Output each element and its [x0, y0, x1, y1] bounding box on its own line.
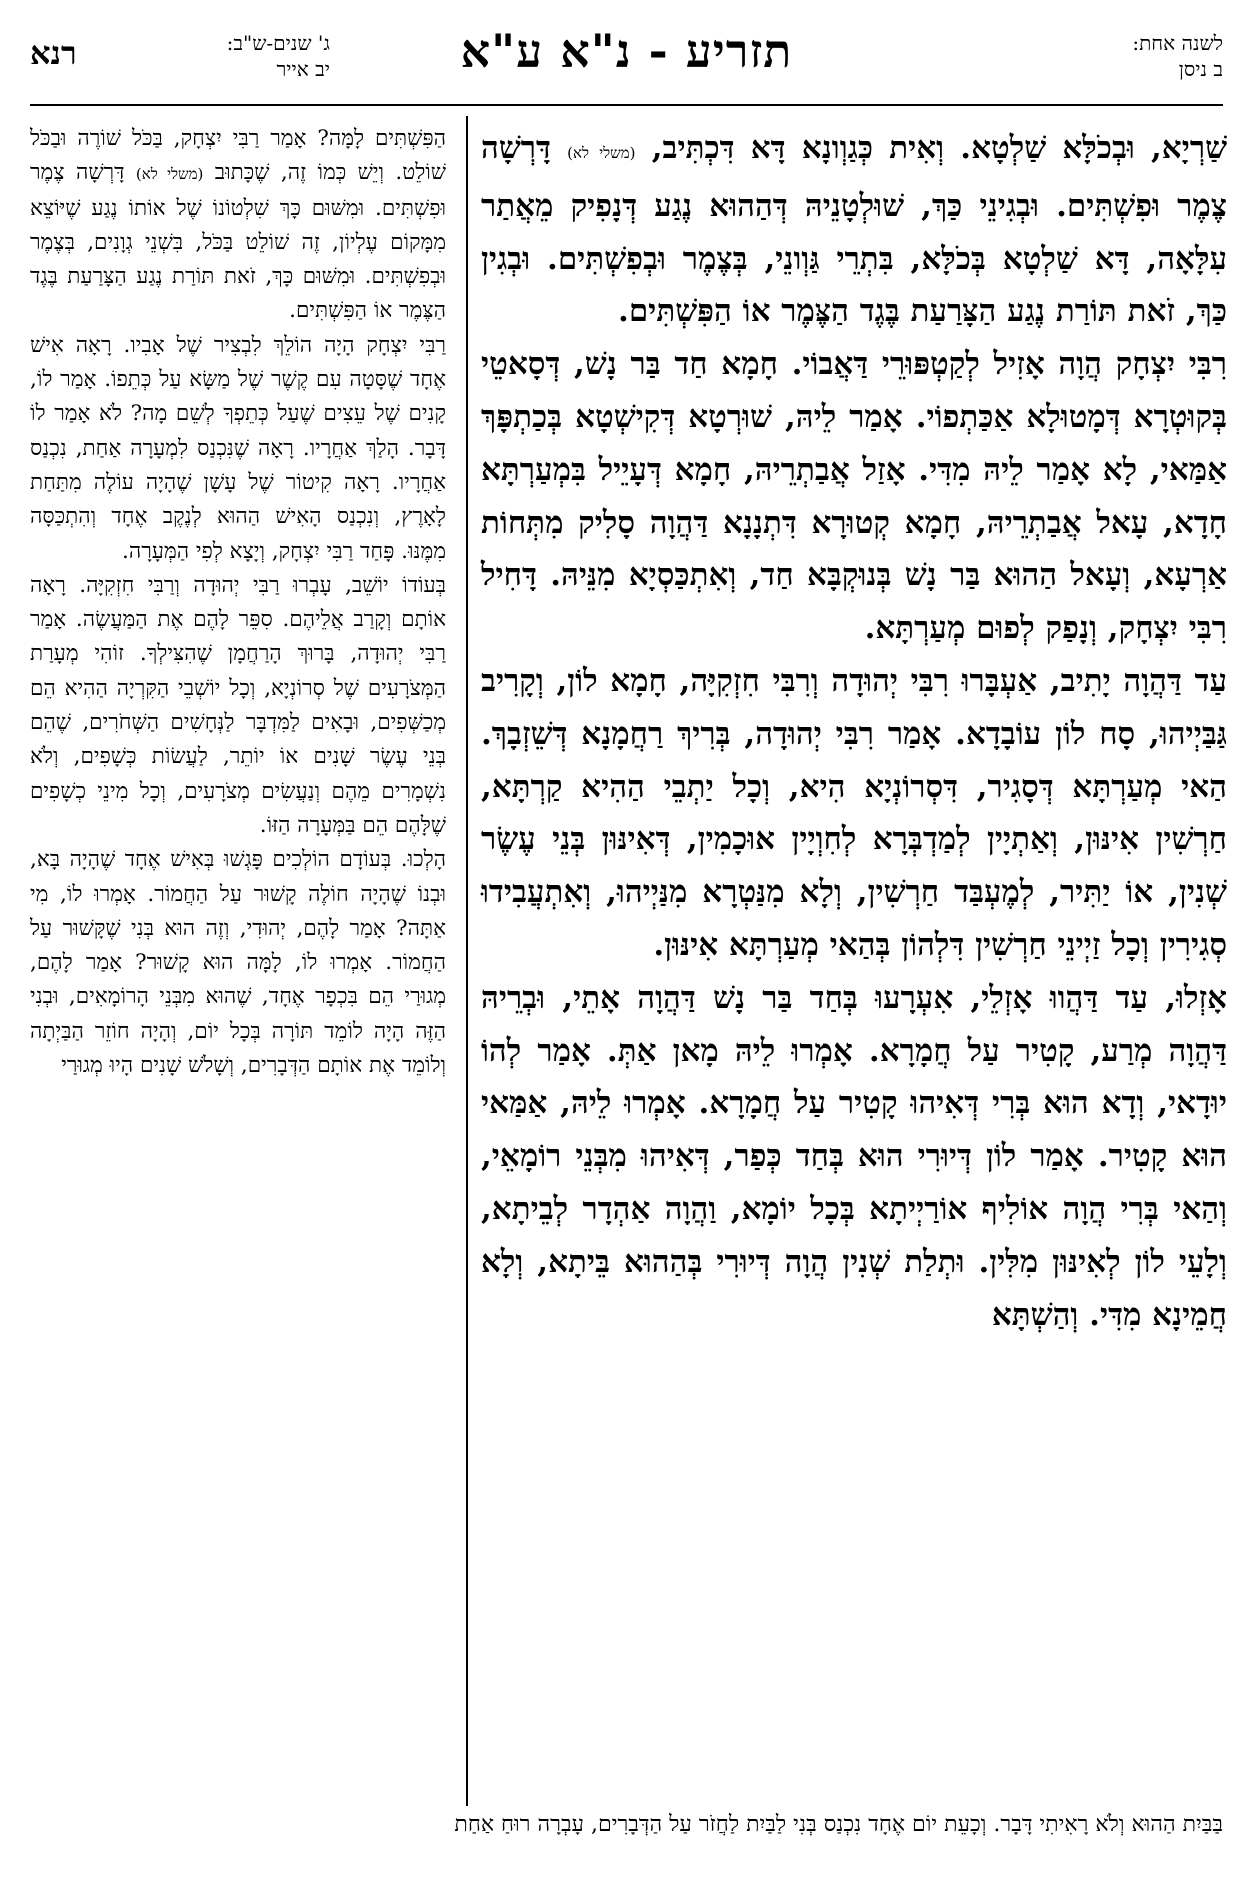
source-reference: (משלי לא)	[567, 144, 636, 162]
side-text: הַפִּשְׁתִּים לָמָּה? אָמַר רַבִּי יִצְחָק, בַּכֹּל שׁוֹרֶה וּבַכֹּל שׁוֹלֵט. וְיֵשׁ כְּמוֹ זֶה, שֶׁכָּתוּב	[30, 126, 446, 186]
main-paragraph: עַד דַּהֲוָה יָתִיב, אַעְבָּרוּ רִבִּי יְהוּדָה וְרִבִּי חִזְקִיָּה, חָמָא לוֹן, וְקָרִיב גַּבַּיְיהוּ, סָח לוֹן עוֹבָדָא. אָמַר רִבִּי יְהוּדָה, בְּרִיךְ רַחֲמָנָא דְּשֵׁזְבָךְ. הַאי מְעַרְתָּא דְּסָגִיר, דִּסְרוֹנְיָא הִיא, וְכָל יַתְבֵי הַהִיא קַרְתָּא, חַרְשִׁין אִינּוּן, וְאַתְיָין לְמַדְבְּרָא לְחִוְיָין אוּכָמִין, דְּאִינּוּן בְּנֵי עֶשֶׂר שְׁנִין, אוֹ יַתִּיר, לְמֶעְבַּד חַרְשִׁין, וְלָא מִנַּטְרָא מִנַּיְיהוּ, וְאִתְעֲבִידוּ סְגִירִין וְכָל זַיְינֵי חַרְשִׁין דִּלְהוֹן בְּהַאי מְעַרְתָּא אִינּוּן.	[481, 662, 1227, 963]
side-text: דָּרְשָׁה צֶמֶר וּפִשְׁתִּים. וּמִשּׁוּם כָּךְ שִׁלְטוֹנוֹ שֶׁל אוֹתוֹ נֶגַע שֶׁיּוֹצֵא מִמָּקוֹם עֶלְיוֹן, זֶה שׁוֹלֵט בַּכֹּל, בִּשְׁנֵי גְוָנִים, בְּצֶמֶר וּבְפִשְׁתִּים. וּמִשּׁוּם כָּךְ, זֹאת תּוֹרַת נֶגַע הַצָּרַעַת בֶּגֶד הַצֶּמֶר אוֹ הַפִּשְׁתִּים.	[30, 160, 446, 324]
header-schedule-one-year: לשנה אחת:	[1132, 31, 1223, 55]
side-paragraph: הָלְכוּ. בְּעוֹדָם הוֹלְכִים פָּגְשׁוּ בְּאִישׁ אֶחָד שֶׁהָיָה בָּא, וּבְנוֹ שֶׁהָיָה חוֹלֶה קָשׁוּר עַל הַחֲמוֹר. אָמְרוּ לוֹ, מִי אַתָּה? אָמַר לָהֶם, יְהוּדִי, וְזֶה הוּא בְּנִי שֶׁקָּשׁוּר עַל הַחֲמוֹר. אָמְרוּ לוֹ, לָמָּה הוּא קָשׁוּר? אָמַר לָהֶם, מְגוּרַי הֵם בִּכְפָר אֶחָד, שֶׁהוּא מִבְּנֵי הָרוֹמָאִים, וּבְנִי הַזֶּה הָיָה לוֹמֵד תּוֹרָה בְּכָל יוֹם, וְהָיָה חוֹזֵר הַבַּיְתָה וְלוֹמֵד אֶת אוֹתָם הַדְּבָרִים, וְשָׁלֹשׁ שָׁנִים הָיוּ מְגוּרַי	[30, 847, 446, 1079]
column-divider	[466, 116, 468, 1806]
main-column-aramaic	[481, 122, 1227, 1802]
header-date-three-year: יב אייר	[276, 57, 330, 81]
page-title: תזריע - נ"א ע"א	[460, 24, 793, 78]
side-paragraph	[30, 122, 446, 329]
page-header	[0, 0, 1253, 122]
bottom-continuation-line: בַּבַּיִת הַהוּא וְלֹא רָאִיתִי דָּבָר. וְכָעֵת יוֹם אֶחָד נִכְנַס בְּנִי לַבַּיִת לַחֲזֹר עַל הַדְּבָרִים, עָבְרָה רוּחַ אַחַת	[454, 1812, 1223, 1837]
main-paragraph: רִבִּי יִצְחָק הֲוָה אָזִיל לְקַטְפּוּרֵי דַּאֲבוֹי. חָמָא חַד בַּר נָשׁ, דְּסָאטֵי בְּקוּטְרָא דְּמָטוּלָא אַכַּתְפוֹי. אָמַר לֵיהּ, שׁוּרְטָא דְּקִישְׁטָא בְּכַתְפָּךְ אַמַּאי, לָא אָמַר לֵיהּ מִדִּי. אָזַל אֲבַתְרֵיהּ, חָמָא דְּעָיֵיל בִּמְעַרְתָּא חָדָא, עָאל אֲבַתְרֵיהּ, חָמָא קְטוּרָא דִּתְנָנָא דַּהֲוָה סָלִיק מִתְּחוֹת אַרְעָא, וְעָאל הַהוּא בַּר נָשׁ בְּנוּקְבָּא חַד, וְאִתְכַּסְיָא מִנֵּיהּ. דָּחִיל רִבִּי יִצְחָק, וְנָפַק לְפוּם מְעַרְתָּא.	[481, 346, 1227, 647]
main-text: דָּרְשָׁה צֶמֶר וּפִשְׁתִּים. וּבְגִינֵי כַּךְ, שׁוּלְטָנֵיהּ דְּהַהוּא נֶגַע דְּנָפִיק מֵאֲתַר עִלָּאָה, דָּא שַׁלְטָא בְּכֹלָּא, בִּתְרֵי גַּוְונֵי, בְּצֶמֶר וּבְפִשְׁתִּים. וּבְגִין כַּךְ, זֹאת תּוֹרַת נֶגַע הַצָּרַעַת בֶּגֶד הַצֶּמֶר אוֹ הַפִּשְׁתִּים.	[481, 130, 1227, 330]
header-date-one-year: ב ניסן	[1178, 57, 1223, 81]
main-paragraph	[481, 122, 1227, 338]
side-paragraph: בְּעוֹדוֹ יוֹשֵׁב, עָבְרוּ רַבִּי יְהוּדָה וְרַבִּי חִזְקִיָּה. רָאָה אוֹתָם וְקָרַב אֲלֵיהֶם. סִפֵּר לָהֶם אֶת הַמַּעֲשֶׂה. אָמַר רַבִּי יְהוּדָה, בָּרוּךְ הָרַחֲמָן שֶׁהִצִּילְךָ. זוֹהִי מְעָרַת הַמְּצֹרָעִים שֶׁל סְרוֹנְיָא, וְכָל יוֹשְׁבֵי הַקִּרְיָה הַהִיא הֵם מְכַשְּׁפִים, וּבָאִים לַמִּדְבָּר לַנְּחָשִׁים הַשְּׁחֹרִים, שֶׁהֵם בְּנֵי עֶשֶׂר שָׁנִים אוֹ יוֹתֵר, לַעֲשׂוֹת כְּשָׁפִים, וְלֹא נִשְׁמָרִים מֵהֶם וְנַעֲשִׂים מְצֹרָעִים, וְכָל מִינֵי כְשָׁפִים שֶׁלָּהֶם הֵם בַּמְּעָרָה הַזּוֹ.	[30, 572, 446, 838]
header-schedule-three-year: ג' שנים-ש"ב:	[226, 31, 330, 55]
header-left-info	[160, 30, 330, 82]
page-number: רנא	[30, 34, 77, 72]
main-paragraph: אָזְלוּ, עַד דַּהֲווּ אָזְלֵי, אִעְרָעוּ בְּחַד בַּר נָשׁ דַּהֲוָה אָתֵי, וּבְרֵיהּ דַּהֲוָה מְרַע, קָטִיר עַל חֲמָרָא. אָמְרוּ לֵיהּ מָאן אַתְּ. אָמַר לְהוֹ יוּדָאי, וְדָא הוּא בְּרִי דְּאִיהוּ קָטִיר עַל חֲמָרָא. אָמְרוּ לֵיהּ, אַמַּאי הוּא קָטִיר. אָמַר לוֹן דְּיוּרִי הוּא בְּחַד כְּפַר, דְּאִיהוּ מִבְּנֵי רוֹמָאֵי, וְהַאי בְּרִי הֲוָה אוֹלִיף אוֹרַיְיתָא בְּכָל יוֹמָא, וַהֲוָה אַהְדָר לְבֵיתָא, וְלָעֵי לוֹן לְאִינּוּן מִלִּין. וּתְלַת שְׁנִין הֲוָה דְּיוּרִי בְּהַהוּא בֵּיתָא, וְלָא חֲמֵינָא מִדִּי. וְהַשְׁתָּא	[481, 979, 1227, 1333]
side-paragraph: רַבִּי יִצְחָק הָיָה הוֹלֵךְ לִבְצִיר שֶׁל אָבִיו. רָאָה אִישׁ אֶחָד שֶׁסָּטָה עִם קֶשֶׁר שֶׁל מַשָּׂא עַל כְּתֵפוֹ. אָמַר לוֹ, קָנִים שֶׁל עֵצִים שֶׁעַל כְּתֵפְךָ לְשֵׁם מָה? לֹא אָמַר לוֹ דָּבָר. הָלַךְ אַחֲרָיו. רָאָה שֶׁנִּכְנַס לִמְעָרָה אַחַת, נִכְנַס אַחֲרָיו. רָאָה קִיטוֹר שֶׁל עָשָׁן שֶׁהָיָה עוֹלֶה מִתַּחַת לָאָרֶץ, וְנִכְנַס הָאִישׁ הַהוּא לְנֶקֶב אֶחָד וְהִתְכַּסָּה מִמֶּנּוּ. פָּחַד רַבִּי יִצְחָק, וְיָצָא לְפִי הַמְּעָרָה.	[30, 332, 446, 564]
main-text: שַׁרְיָא, וּבְכֹלָּא שַׁלְטָא. וְאִית כְּגַוְונָא דָּא דִּכְתִּיב,	[651, 130, 1228, 166]
header-rule	[30, 104, 1223, 106]
side-column-hebrew	[30, 122, 446, 1802]
source-reference: (משלי לא)	[135, 165, 204, 184]
